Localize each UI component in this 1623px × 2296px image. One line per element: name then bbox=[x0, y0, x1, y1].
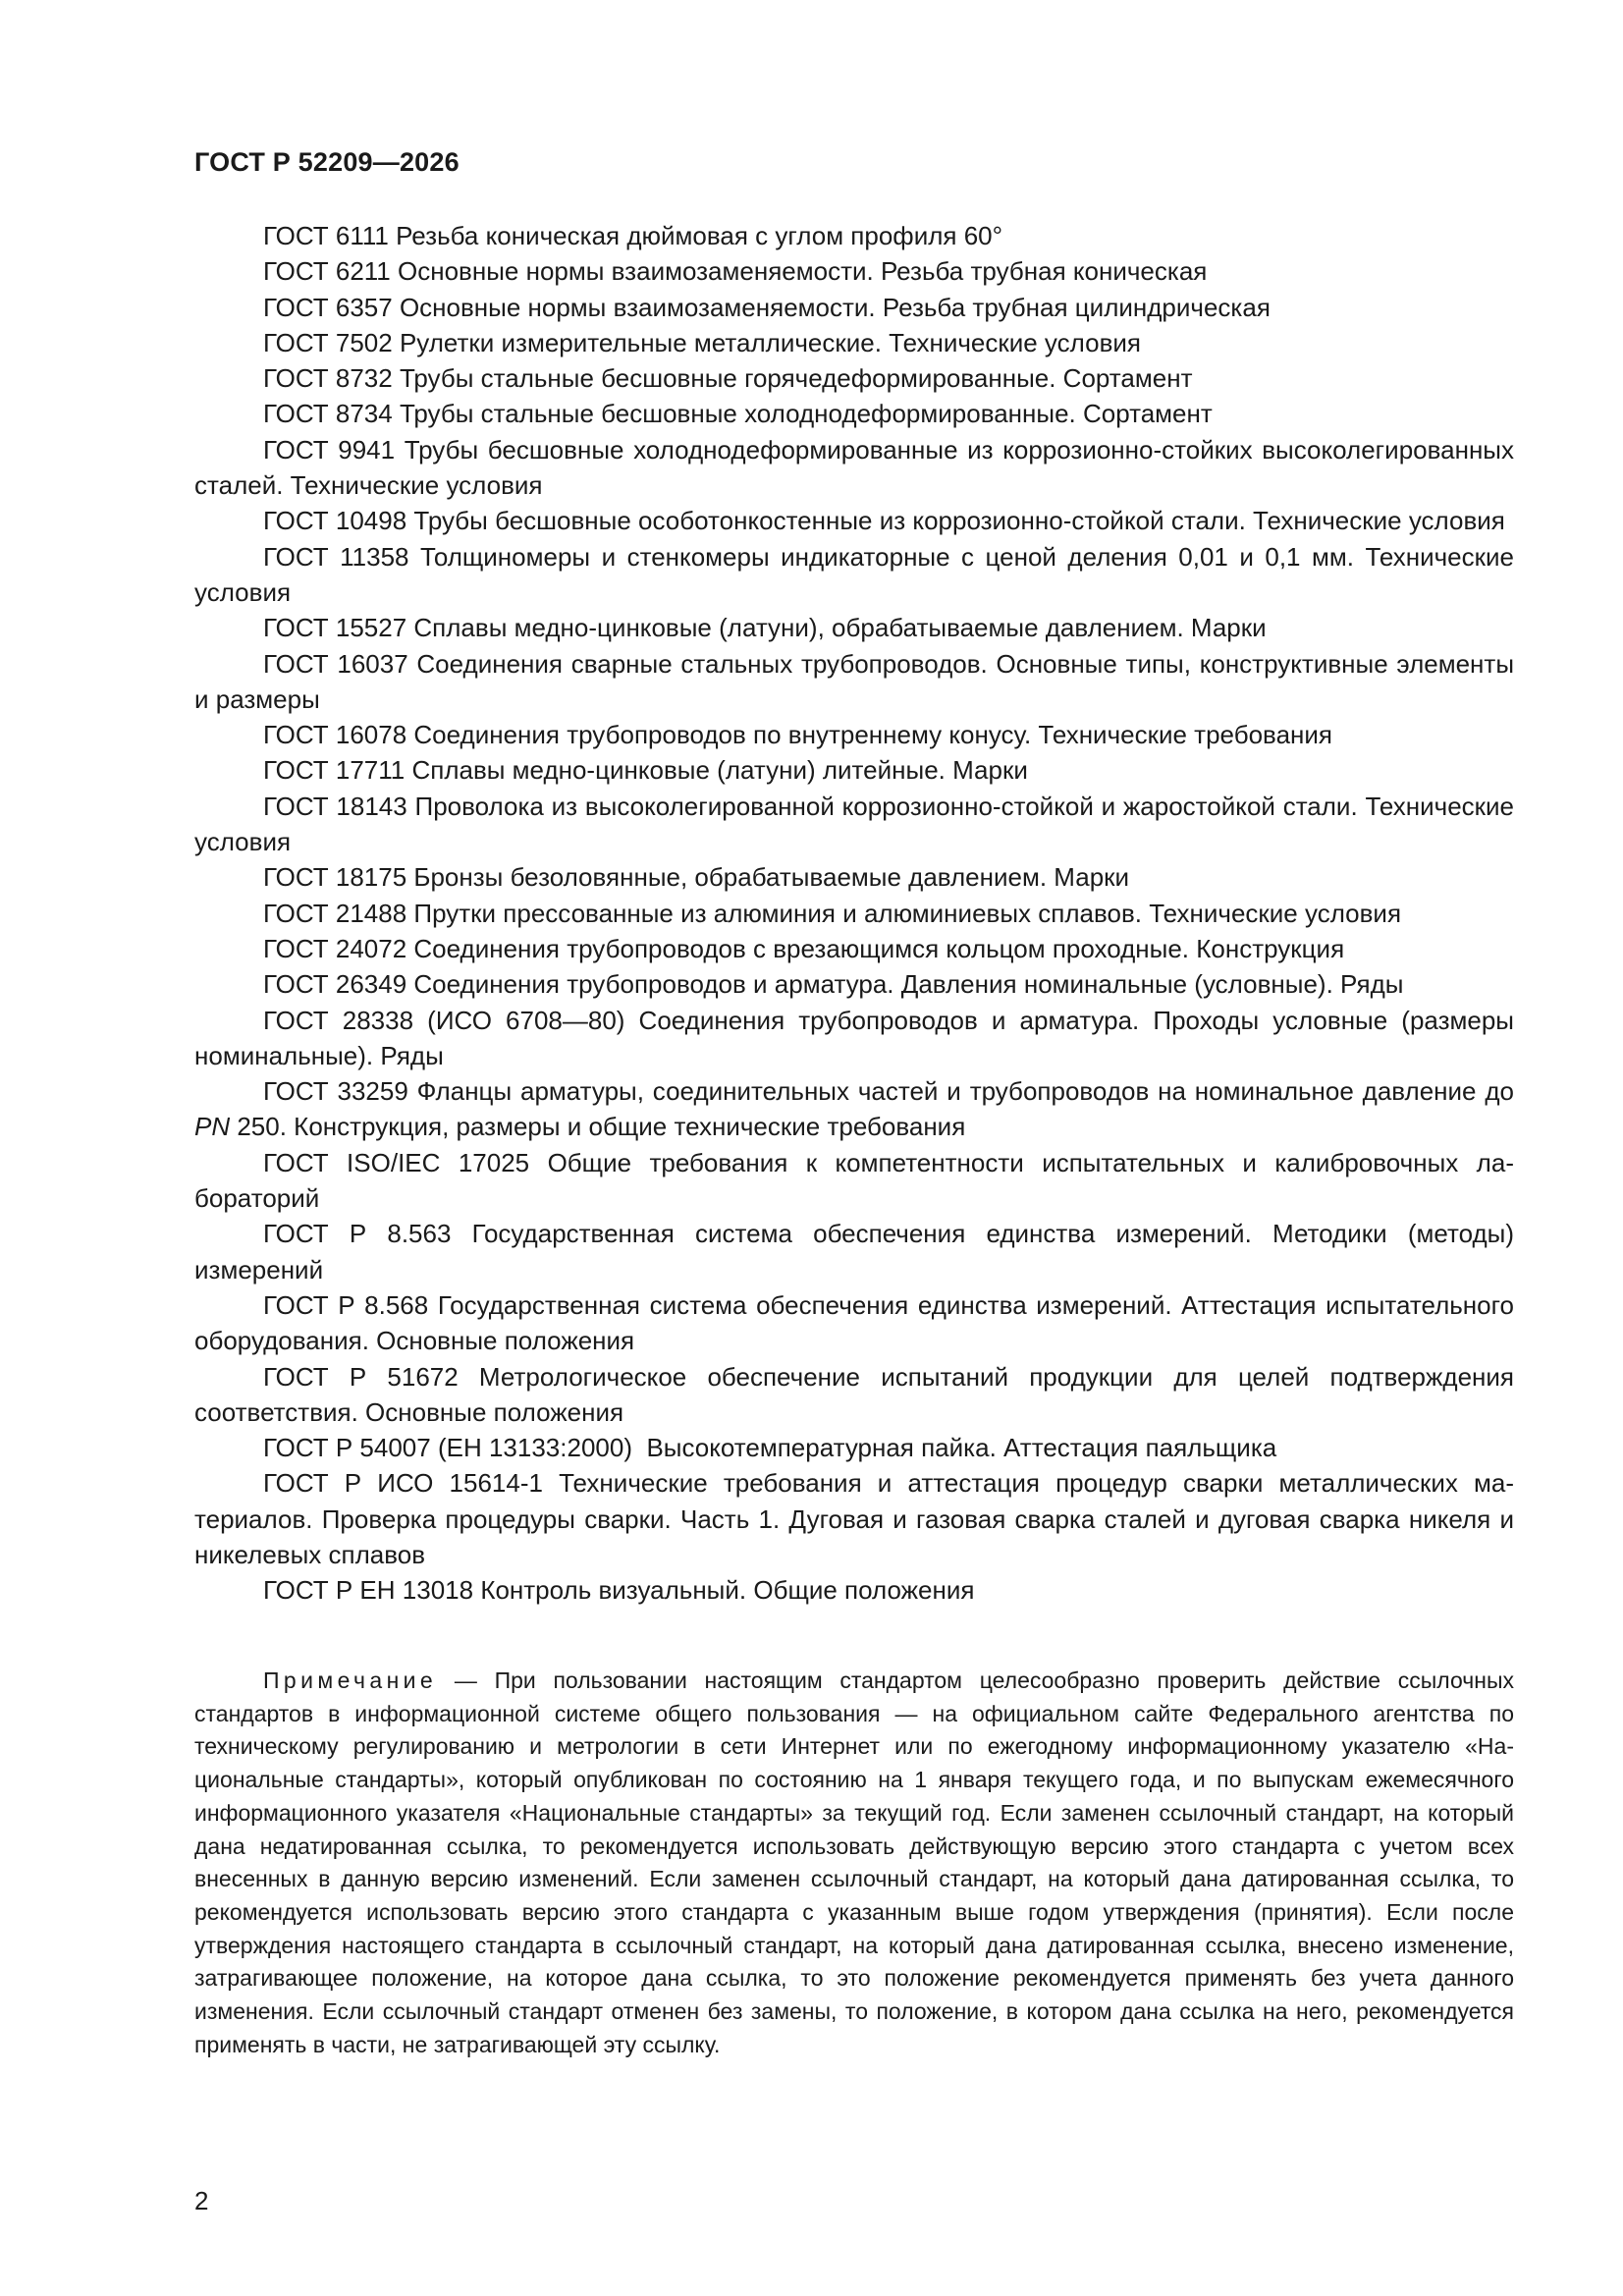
reference-item bbox=[194, 966, 1514, 1002]
reference-title: Основные нормы взаимозаменяемости. Резьба трубная коническая bbox=[398, 256, 1208, 287]
reference-title: Соединения сварные стальных трубопроводов. Основные типы, конструктивные элементы и размеры bbox=[194, 648, 1515, 714]
reference-item bbox=[194, 360, 1514, 396]
reference-code: ГОСТ 28338 bbox=[263, 1005, 414, 1035]
reference-item bbox=[194, 931, 1514, 966]
reference-code: ГОСТ ISO/IEC 17025 bbox=[263, 1147, 530, 1177]
reference-item bbox=[194, 610, 1514, 645]
reference-title: Контроль визуальный. Общие положения bbox=[480, 1575, 975, 1606]
reference-code: ГОСТ 9941 bbox=[263, 434, 396, 465]
reference-item bbox=[194, 432, 1514, 504]
reference-item bbox=[194, 290, 1514, 325]
reference-code: ГОСТ 16078 bbox=[263, 720, 407, 750]
reference-code: ГОСТ Р 51672 bbox=[263, 1361, 459, 1392]
reference-item bbox=[194, 503, 1514, 538]
reference-title-italic: PN bbox=[194, 1112, 231, 1142]
reference-item bbox=[194, 896, 1514, 931]
reference-title: Соединения трубопроводов по внутреннему конусу. Технические требования bbox=[413, 720, 1332, 750]
reference-title: Резьба коническая дюймовая с углом профиля 60° bbox=[396, 221, 1003, 250]
reference-code: ГОСТ 6211 bbox=[263, 256, 391, 287]
reference-item bbox=[194, 1430, 1514, 1465]
reference-item bbox=[194, 218, 1514, 253]
reference-title: Бронзы безоловянные, обрабатываемые давлением. Марки bbox=[413, 862, 1130, 893]
reference-item bbox=[194, 396, 1514, 431]
note-paragraph bbox=[194, 1665, 1514, 2061]
reference-title: Соединения трубопроводов с врезающимся кольцом проходные. Конструкция bbox=[413, 933, 1345, 963]
reference-title: Соединения трубопроводов и арматура. Давления номинальные (условные). Ряды bbox=[413, 969, 1404, 1000]
note-text: — При пользовании настоящим стандартом целесообразно проверить действие ссылочных стандартов в информационной системе общего пользования — на официальном сайте Федерального агентства по техническому регулированию и метрологии в сети Интернет или по ежегодному информационному указателю «Национальные стандарты», который опубликован по состоянию на 1 января текущего года, и по выпускам ежемесячного информационного указателя «Национальные стандарты» за текущий год. Если заменен ссылочный стандарт, на который дана недатированная ссылка, то рекомендуется использовать действующую версию этого стандарта с учетом всех внесенных в данную версию изменений. Если заменен ссылочный стандарт, на который дана датированная ссылка, то рекомендуется использовать версию этого стандарта с указанным выше годом утверждения (принятия). Если после утверждения настоящего стандарта в ссылочный стандарт, на который дана датированная ссылка, внесено изменение, затрагивающее положение, на которое дана ссылка, то это положение рекомендуется применять без учета данного изменения. Если ссылочный стандарт отменен без замены, то положение, в котором дана ссылка на него, рекомендуется применять в части, не затрагивающей эту ссылку. bbox=[194, 1667, 1514, 2057]
reference-item bbox=[194, 1073, 1514, 1145]
reference-code: ГОСТ 18175 bbox=[263, 862, 407, 893]
reference-item bbox=[194, 325, 1514, 360]
reference-title: Прутки прессованные из алюминия и алюминиевых сплавов. Технические условия bbox=[413, 898, 1402, 928]
reference-title: Сплавы медно-цинковые (латуни), обрабатываемые давлением. Марки bbox=[413, 613, 1267, 643]
reference-code: ГОСТ Р 8.568 bbox=[263, 1289, 429, 1320]
reference-title: Проволока из высоколегированной коррозионно-стойкой и жаростойкой стали. Технические условия bbox=[194, 791, 1515, 857]
reference-code: ГОСТ 6111 bbox=[263, 221, 389, 250]
reference-title: Трубы стальные бесшовные горячедеформированные. Сортамент bbox=[399, 363, 1193, 394]
reference-code: ГОСТ 8732 bbox=[263, 363, 393, 394]
reference-code: ГОСТ 10498 bbox=[263, 506, 407, 536]
reference-item bbox=[194, 1003, 1514, 1074]
reference-title: Трубы бесшовные холоднодеформированные из коррозионно-стойких высоколегированных сталей. Технические условия bbox=[194, 434, 1514, 501]
reference-code: ГОСТ 11358 bbox=[263, 541, 409, 572]
reference-title: (ИСО 6708—80) Соединения трубопроводов и арматура. Проходы условные (размеры номинальные). Ряды bbox=[194, 1005, 1514, 1070]
reference-item bbox=[194, 789, 1514, 860]
reference-code: ГОСТ 15527 bbox=[263, 613, 407, 643]
reference-title: Рулетки измерительные металлические. Технические условия bbox=[399, 327, 1141, 357]
reference-item bbox=[194, 253, 1514, 289]
reference-item bbox=[194, 1287, 1514, 1359]
page-number: 2 bbox=[194, 2186, 209, 2215]
reference-title: Государственная система обеспечения единства измерений. Методики (методы) измерений bbox=[194, 1219, 1514, 1285]
reference-item bbox=[194, 752, 1514, 788]
reference-title: Трубы бесшовные особотонкостенные из коррозионно-стойкой стали. Технические условия bbox=[413, 506, 1505, 536]
reference-title: Метрологическое обеспечение испытаний продукции для целей подтверждения соответствия. Основные положения bbox=[194, 1361, 1514, 1427]
reference-code: ГОСТ 18143 bbox=[263, 791, 407, 821]
document-header: ГОСТ Р 52209—2026 bbox=[194, 147, 460, 177]
reference-item bbox=[194, 1465, 1514, 1572]
reference-code: ГОСТ 16037 bbox=[263, 648, 408, 679]
reference-item bbox=[194, 717, 1514, 752]
note-label: Примечание bbox=[263, 1667, 438, 1693]
reference-title: Технические требования и аттестация процедур сварки металлических материалов. Проверка процедуры сварки. Часть 1. Дуговая и газовая сварка сталей и дуговая сварка никеля и никелевых сплавов bbox=[194, 1468, 1514, 1569]
reference-item bbox=[194, 539, 1514, 611]
reference-code: ГОСТ Р ИСО 15614-1 bbox=[263, 1468, 543, 1499]
reference-item bbox=[194, 646, 1514, 718]
reference-code: ГОСТ 26349 bbox=[263, 969, 407, 1000]
reference-title: (ЕН 13133:2000) Высокотемпературная пайка. Аттестация паяльщика bbox=[437, 1433, 1277, 1463]
reference-item bbox=[194, 1572, 1514, 1608]
reference-title-part: Фланцы арматуры, соединительных частей и трубопроводов на номинальное давление до bbox=[416, 1076, 1514, 1107]
reference-code: ГОСТ Р 8.563 bbox=[263, 1219, 452, 1249]
reference-code: ГОСТ 7502 bbox=[263, 327, 393, 357]
reference-code: ГОСТ 6357 bbox=[263, 292, 393, 322]
reference-item bbox=[194, 1359, 1514, 1431]
reference-code: ГОСТ Р 54007 bbox=[263, 1433, 431, 1463]
reference-code: ГОСТ Р ЕН 13018 bbox=[263, 1575, 474, 1606]
reference-item bbox=[194, 1216, 1514, 1287]
reference-code: ГОСТ 24072 bbox=[263, 933, 407, 963]
reference-code: ГОСТ 8734 bbox=[263, 399, 393, 429]
reference-code: ГОСТ 33259 bbox=[263, 1076, 408, 1107]
reference-title: Общие требования к компетентности испытательных и калибровочных лабораторий bbox=[194, 1147, 1514, 1214]
reference-title: Государственная система обеспечения единства измерений. Аттестация испытательного оборудования. Основные положения bbox=[194, 1289, 1514, 1356]
reference-title: Трубы стальные бесшовные холоднодеформированные. Сортамент bbox=[399, 399, 1213, 429]
reference-item bbox=[194, 859, 1514, 895]
reference-code: ГОСТ 17711 bbox=[263, 755, 406, 786]
reference-code: ГОСТ 21488 bbox=[263, 898, 407, 928]
reference-title: Толщиномеры и стенкомеры индикаторные с ценой деления 0,01 и 0,1 мм. Технические условия bbox=[194, 541, 1514, 607]
reference-title-part: 250. Конструкция, размеры и общие технические требования bbox=[230, 1112, 966, 1142]
reference-title: Сплавы медно-цинковые (латуни) литейные. Марки bbox=[411, 755, 1028, 786]
reference-title: Основные нормы взаимозаменяемости. Резьба трубная цилиндрическая bbox=[399, 292, 1271, 322]
reference-item bbox=[194, 1145, 1514, 1217]
normative-references-list bbox=[194, 218, 1514, 1609]
